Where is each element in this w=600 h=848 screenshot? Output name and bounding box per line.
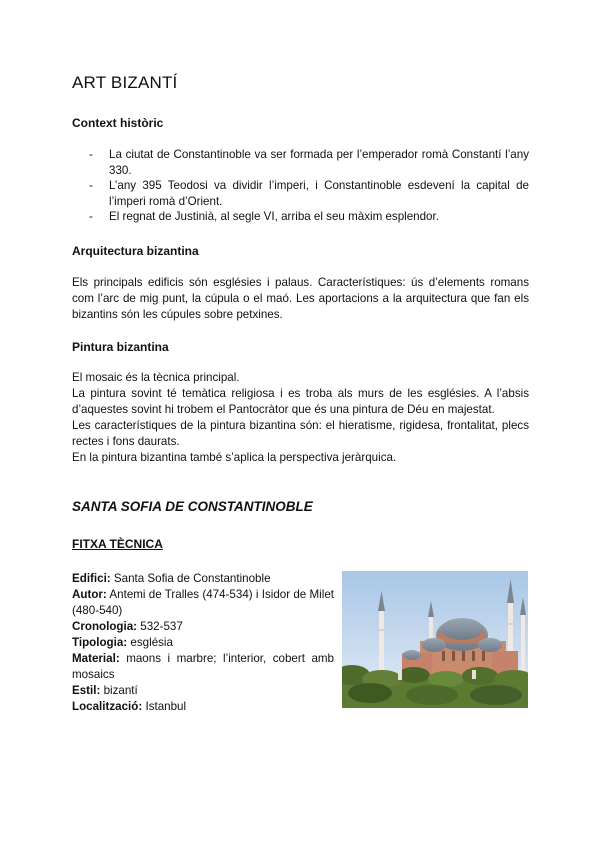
field-label: Estil: bbox=[72, 684, 101, 697]
dash-bullet: - bbox=[89, 179, 93, 192]
half-dome-right bbox=[478, 638, 502, 652]
dash-bullet: - bbox=[89, 210, 93, 223]
list-item-text: La ciutat de Constantinoble va ser formada per l’emperador romà Constantí l’any 330. bbox=[109, 148, 529, 177]
field-material bbox=[72, 651, 334, 683]
field-value: Antemi de Tralles (474-534) i Isidor de Milet (480-540) bbox=[72, 588, 334, 617]
field-value: església bbox=[130, 636, 173, 649]
field-label: Edifici: bbox=[72, 572, 111, 585]
painting-line: En la pintura bizantina també s’aplica la perspectiva jeràrquica. bbox=[72, 451, 397, 464]
architecture-heading: Arquitectura bizantina bbox=[72, 244, 199, 258]
field-label: Autor: bbox=[72, 588, 107, 601]
dash-bullet: - bbox=[89, 148, 93, 161]
field-building bbox=[72, 571, 334, 587]
hagia-sophia-photo bbox=[342, 571, 528, 708]
field-style bbox=[72, 683, 334, 699]
field-value: Istanbul bbox=[145, 700, 187, 713]
field-value: Santa Sofia de Constantinoble bbox=[113, 572, 271, 585]
field-value: 532-537 bbox=[140, 620, 183, 633]
list-item-text: L’any 395 Teodosi va dividir l’imperi, i Constantinoble esdevení la capital de l’imperi romà d’Orient. bbox=[109, 179, 529, 208]
field-label: Cronologia: bbox=[72, 620, 138, 633]
monument-title: SANTA SOFIA DE CONSTANTINOBLE bbox=[72, 499, 313, 514]
list-item bbox=[72, 147, 529, 178]
list-item-text: El regnat de Justinià, al segle VI, arriba el seu màxim esplendor. bbox=[109, 210, 439, 223]
field-author bbox=[72, 587, 334, 619]
painting-line: Les característiques de la pintura bizantina són: el hieratisme, rigidesa, frontalitat, plecs rectes i fons daurats. bbox=[72, 419, 529, 448]
architecture-text: Els principals edificis són esglésies i palaus. Característiques: ús d’elements romans com l’arc de mig punt, la cúpula o el maó. Les aportacions a la arquitectura que fan els bizantins són les cúpules sobre petxines. bbox=[72, 276, 529, 321]
technical-sheet bbox=[72, 571, 334, 715]
painting-line: La pintura sovint té temàtica religiosa i es troba als murs de les esglésies. A l’absis d’aquestes sovint hi trobem el Pantocràtor que és una pintura de Déu en majestat. bbox=[72, 387, 529, 416]
field-location bbox=[72, 699, 334, 715]
painting-text bbox=[72, 370, 529, 466]
sheet-heading: FITXA TÈCNICA bbox=[72, 537, 163, 551]
context-list bbox=[72, 147, 529, 225]
half-dome-left bbox=[422, 638, 446, 652]
field-value: maons i marbre; l’interior, cobert amb mosaics bbox=[72, 652, 334, 681]
painting-line: El mosaic és la tècnica principal. bbox=[72, 371, 240, 384]
context-heading: Context històric bbox=[72, 116, 164, 130]
document-title: ART BIZANTÍ bbox=[72, 73, 178, 92]
field-typology bbox=[72, 635, 334, 651]
list-item bbox=[72, 209, 529, 225]
field-value: bizantí bbox=[103, 684, 138, 697]
painting-heading: Pintura bizantina bbox=[72, 340, 169, 354]
field-label: Tipologia: bbox=[72, 636, 128, 649]
field-label: Localització: bbox=[72, 700, 143, 713]
field-chronology bbox=[72, 619, 334, 635]
list-item bbox=[72, 178, 529, 209]
field-label: Material: bbox=[72, 652, 120, 665]
hagia-sophia-illustration bbox=[342, 571, 528, 708]
